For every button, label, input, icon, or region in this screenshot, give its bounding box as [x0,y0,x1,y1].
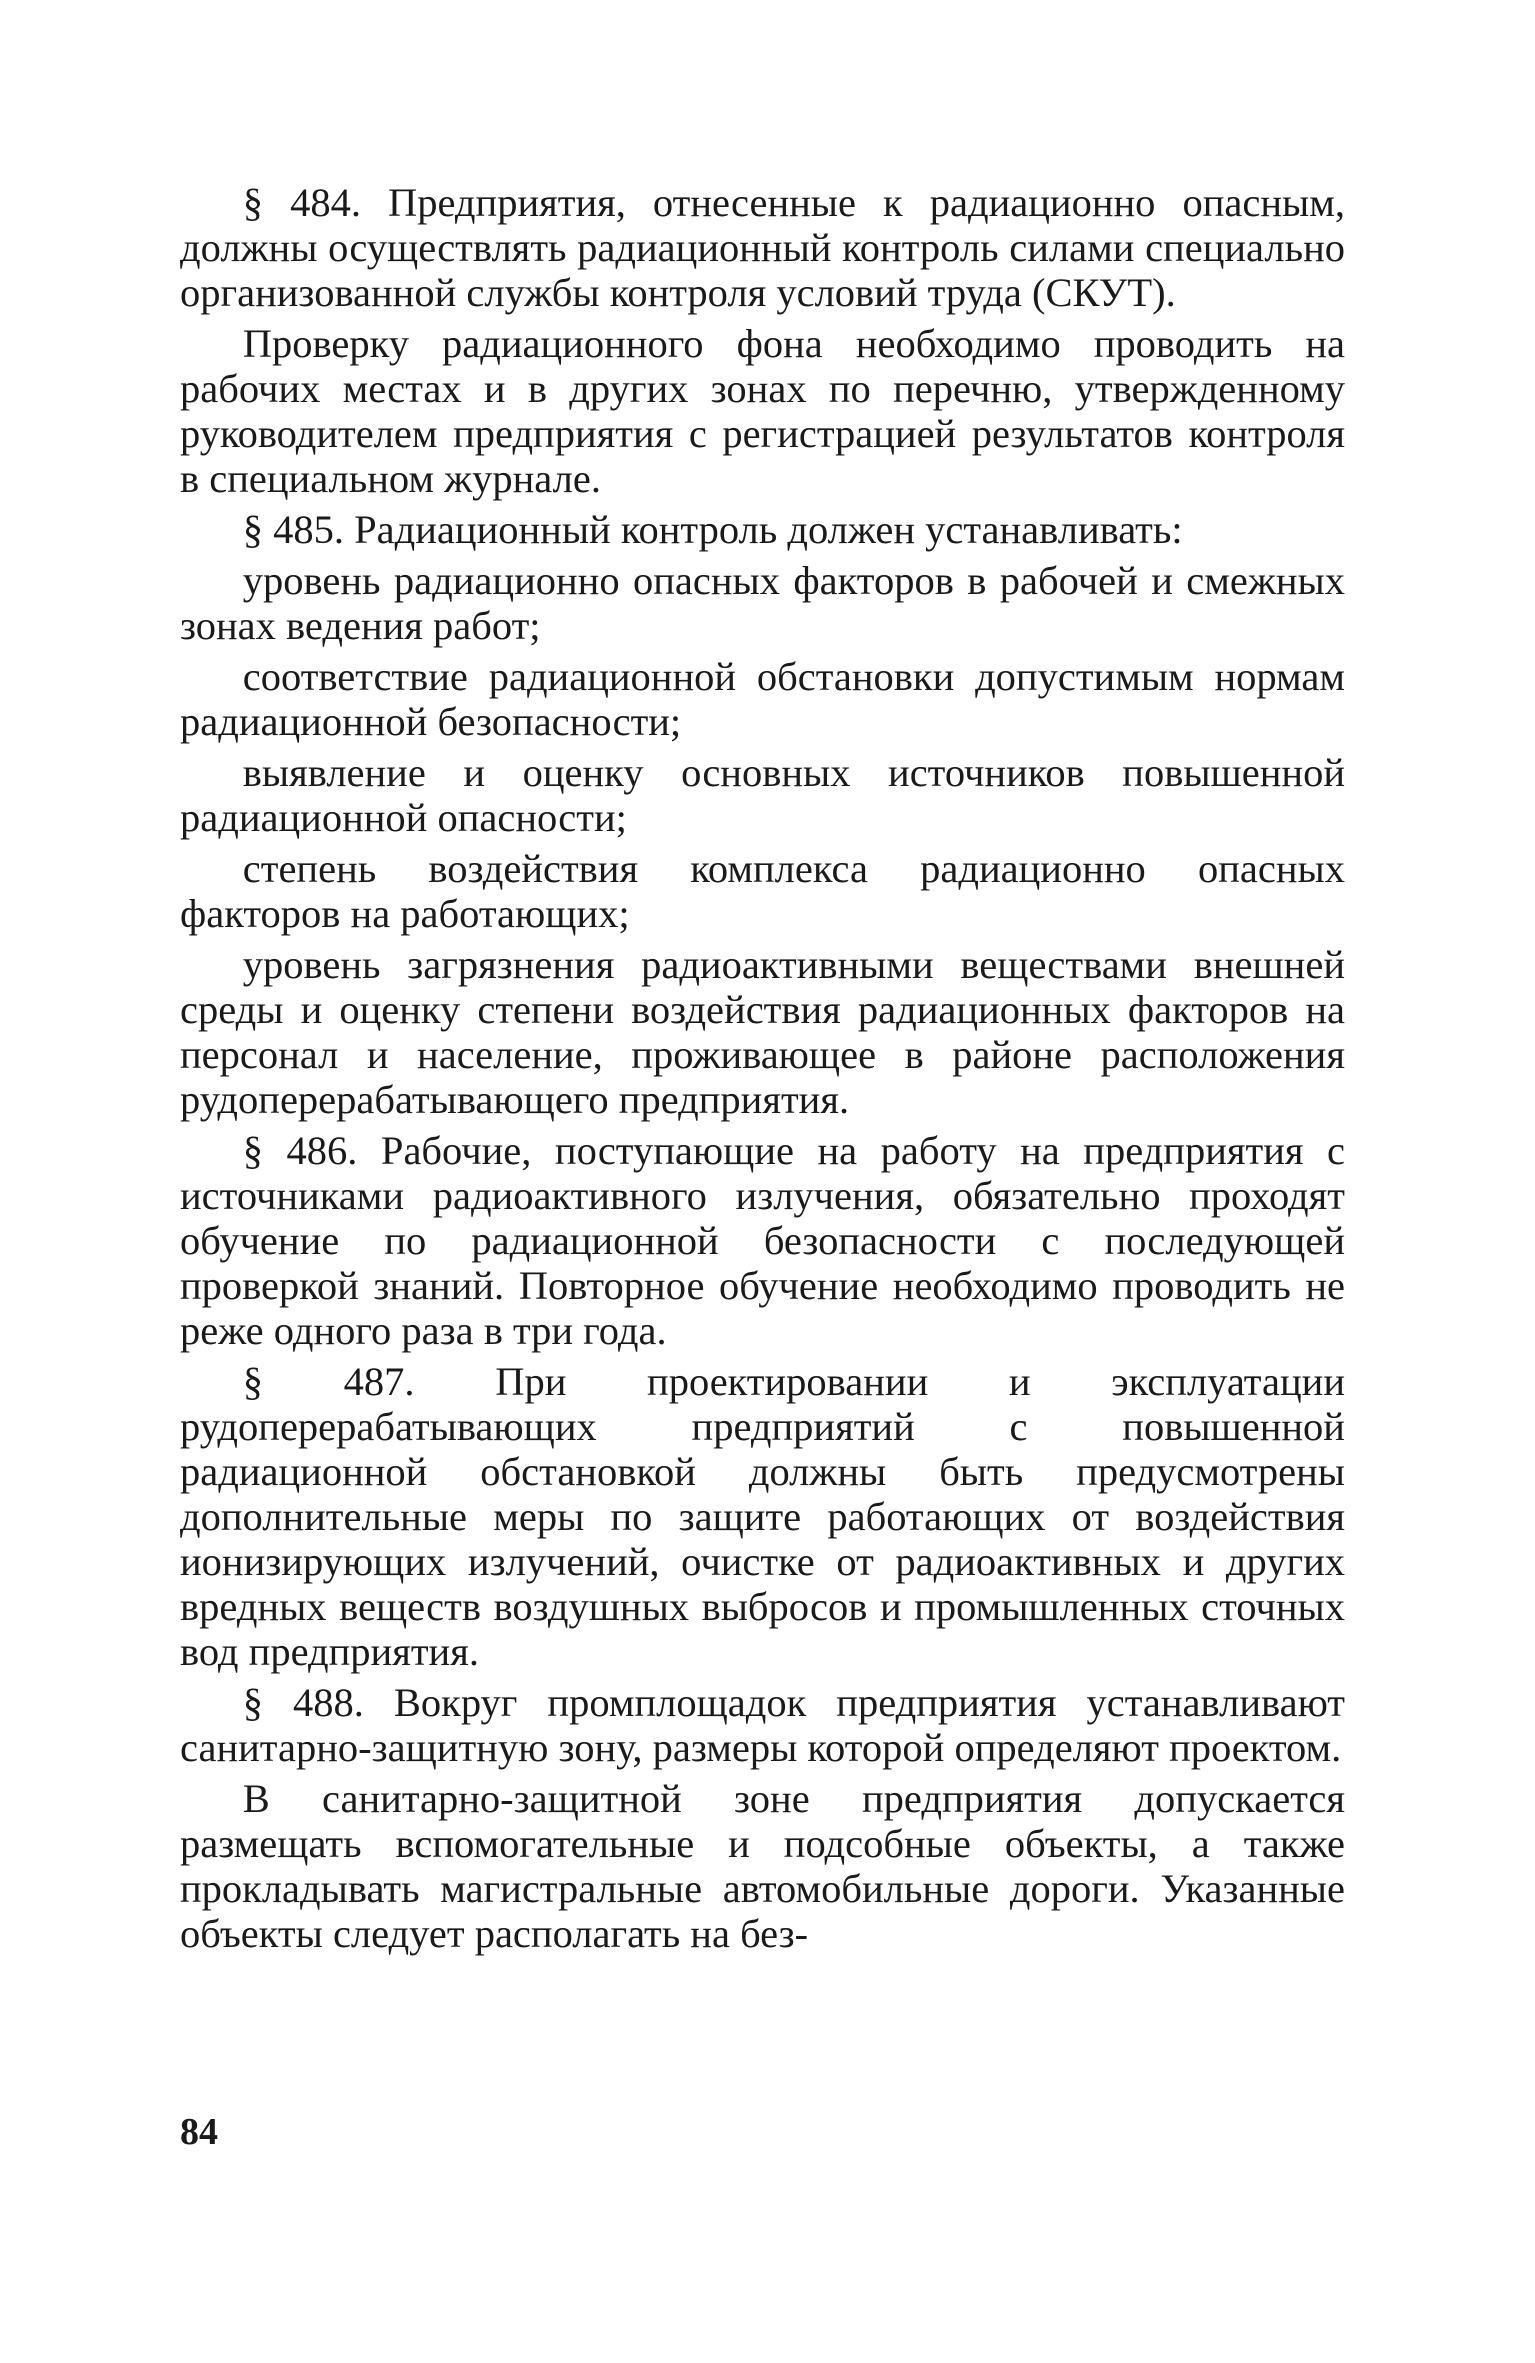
paragraph-487: § 487. При проектировании и эксплуатации рудоперерабатывающих предприятий с повышенной радиационной обстановкой должны быть предусмотрены дополнительные меры по защите работающих от воздействия ионизирующих излучений, очистке от радиоактивных и других вредных веществ воздушных выбросов и промышленных сточных вод предприятия. [180,1359,1345,1674]
page-number: 84 [180,2111,218,2153]
page-body [180,180,1345,1956]
paragraph-488: § 488. Вокруг промплощадок предприятия устанавливают санитарно-защитную зону, размеры которой определяют проектом. [180,1680,1345,1770]
list-item-485-2: соответствие радиационной обстановки допустимым нормам радиационной безопасности; [180,654,1345,744]
list-item-485-4: степень воздействия комплекса радиационно опасных факторов на работающих; [180,846,1345,936]
list-item-485-1: уровень радиационно опасных факторов в рабочей и смежных зонах ведения работ; [180,558,1345,648]
paragraph-484-check: Проверку радиационного фона необходимо проводить на рабочих местах и в других зонах по перечню, утвержденному руководителем предприятия с регистрацией результатов контроля в специальном журнале. [180,321,1345,501]
list-item-485-5: уровень загрязнения радиоактивными веществами внешней среды и оценку степени воздействия радиационных факторов на персонал и население, проживающее в районе расположения рудоперерабатывающего предприятия. [180,942,1345,1122]
paragraph-486: § 486. Рабочие, поступающие на работу на предприятия с источниками радиоактивного излучения, обязательно проходят обучение по радиационной безопасности с последующей проверкой знаний. Повторное обучение необходимо проводить не реже одного раза в три года. [180,1128,1345,1353]
list-item-485-3: выявление и оценку основных источников повышенной радиационной опасности; [180,750,1345,840]
paragraph-485: § 485. Радиационный контроль должен устанавливать: [242,507,1183,552]
paragraph-488-zone: В санитарно-защитной зоне предприятия допускается размещать вспомогательные и подсобные объекты, а также прокладывать магистральные автомобильные дороги. Указанные объекты следует располагать на без- [180,1776,1345,1956]
paragraph-484: § 484. Предприятия, отнесенные к радиационно опасным, должны осуществлять радиационный контроль силами специально организованной службы контроля условий труда (СКУТ). [180,180,1345,315]
